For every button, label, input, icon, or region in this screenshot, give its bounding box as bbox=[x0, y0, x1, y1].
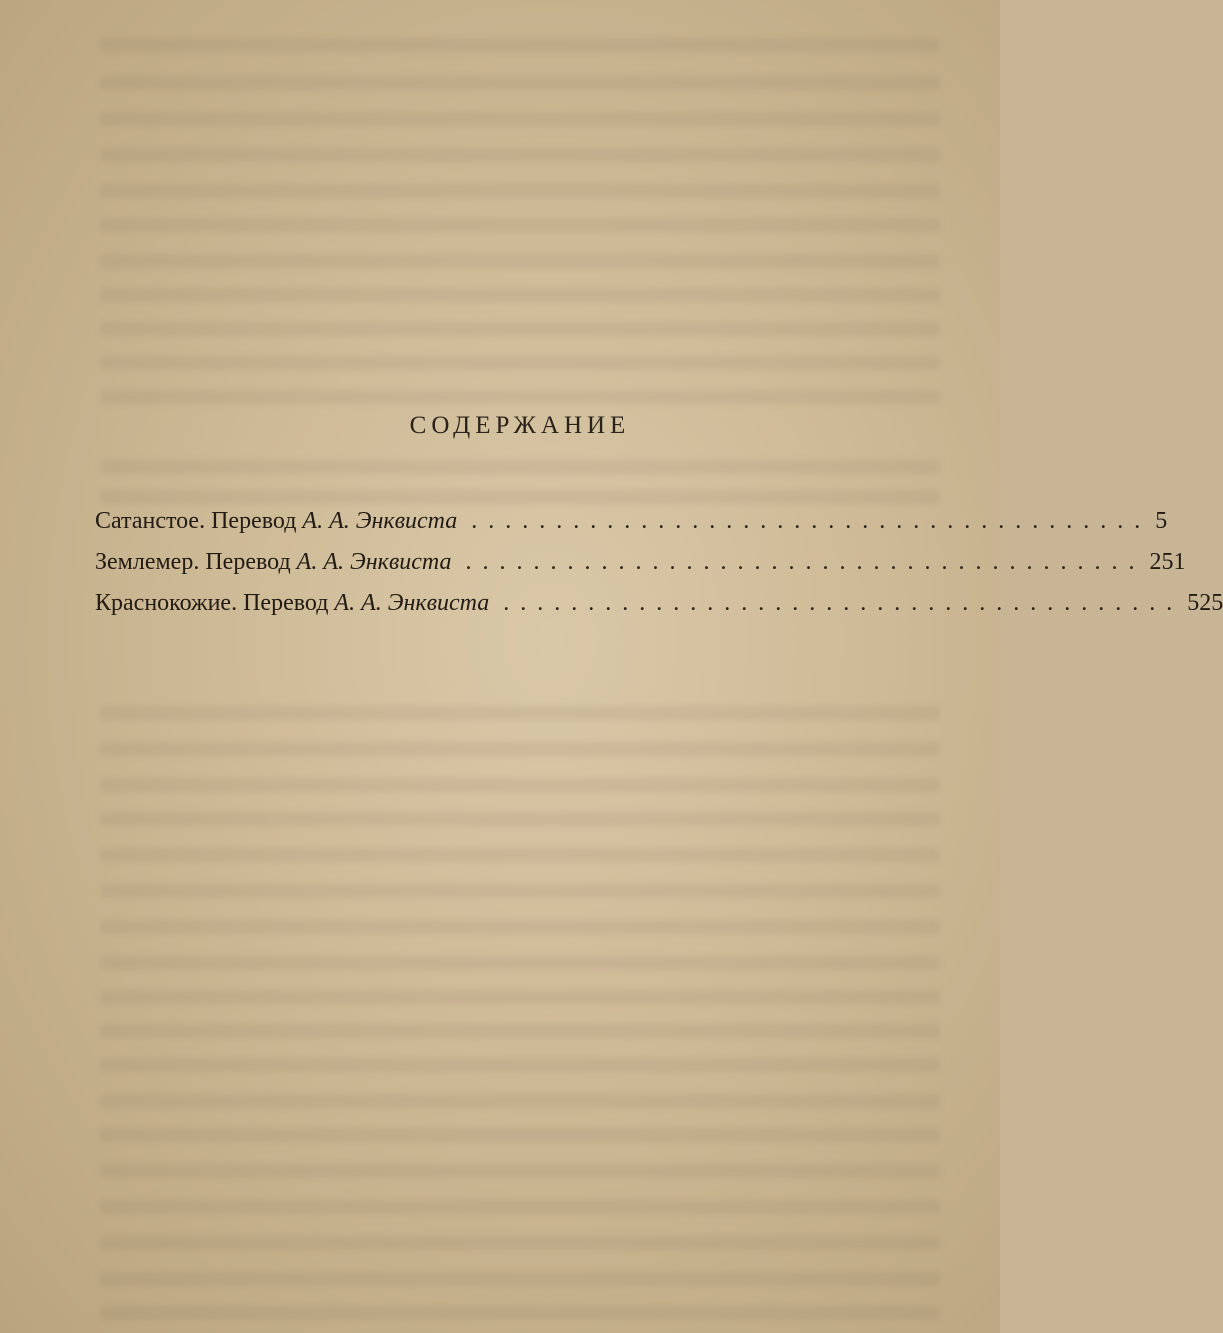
bleed-through-line bbox=[100, 288, 940, 302]
bleed-through-line bbox=[100, 1058, 940, 1072]
toc-entry-translator: А. А. Энквиста bbox=[334, 590, 490, 616]
bleed-through-line bbox=[100, 390, 940, 404]
bleed-through-line bbox=[100, 778, 940, 792]
bleed-through-line bbox=[100, 1200, 940, 1214]
toc-entry-translator: А. А. Энквиста bbox=[296, 549, 452, 575]
toc-entry-title: Краснокожие. Перевод bbox=[95, 590, 329, 616]
toc-entry bbox=[95, 590, 1223, 631]
toc-list bbox=[95, 508, 1223, 631]
bleed-through-line bbox=[100, 956, 940, 970]
bleed-through-line bbox=[100, 1128, 940, 1142]
bleed-through-line bbox=[100, 356, 940, 370]
bleed-through-line bbox=[100, 920, 940, 934]
toc-entry-page: 525 bbox=[1187, 590, 1223, 616]
bleed-through-line bbox=[100, 884, 940, 898]
bleed-through-line bbox=[100, 1094, 940, 1108]
toc-leader-dots: ........................................ bbox=[503, 590, 1184, 616]
bleed-through-line bbox=[100, 1164, 940, 1178]
bleed-through-line bbox=[100, 1024, 940, 1038]
bleed-through-line bbox=[100, 490, 940, 504]
bleed-through-line bbox=[100, 1272, 940, 1286]
toc-leader-dots: ........................................ bbox=[465, 549, 1146, 575]
toc-entry-page: 5 bbox=[1155, 508, 1168, 534]
bleed-through-line bbox=[100, 218, 940, 232]
bleed-through-line bbox=[100, 990, 940, 1004]
bleed-through-line bbox=[100, 812, 940, 826]
toc-entry bbox=[95, 549, 1186, 590]
toc-entry-page: 251 bbox=[1149, 549, 1186, 575]
bleed-through-line bbox=[100, 706, 940, 720]
toc-entry-title: Сатанстое. Перевод bbox=[95, 508, 297, 534]
bleed-through-line bbox=[100, 322, 940, 336]
bleed-through-line bbox=[100, 254, 940, 268]
bleed-through-line bbox=[100, 38, 940, 52]
bleed-through-line bbox=[100, 848, 940, 862]
toc-entry-title: Землемер. Перевод bbox=[95, 549, 291, 575]
bleed-through-line bbox=[100, 460, 940, 474]
bleed-through-line bbox=[100, 184, 940, 198]
bleed-through-line bbox=[100, 76, 940, 90]
toc-heading: СОДЕРЖАНИЕ bbox=[409, 412, 631, 439]
bleed-through-line bbox=[100, 742, 940, 756]
bleed-through-line bbox=[100, 1306, 940, 1320]
bleed-through-line bbox=[100, 148, 940, 162]
toc-entry-translator: А. А. Энквиста bbox=[302, 508, 458, 534]
toc-leader-dots: ........................................ bbox=[471, 508, 1152, 534]
toc-entry bbox=[95, 508, 1168, 549]
bleed-through-line bbox=[100, 1236, 940, 1250]
bleed-through-line bbox=[100, 112, 940, 126]
